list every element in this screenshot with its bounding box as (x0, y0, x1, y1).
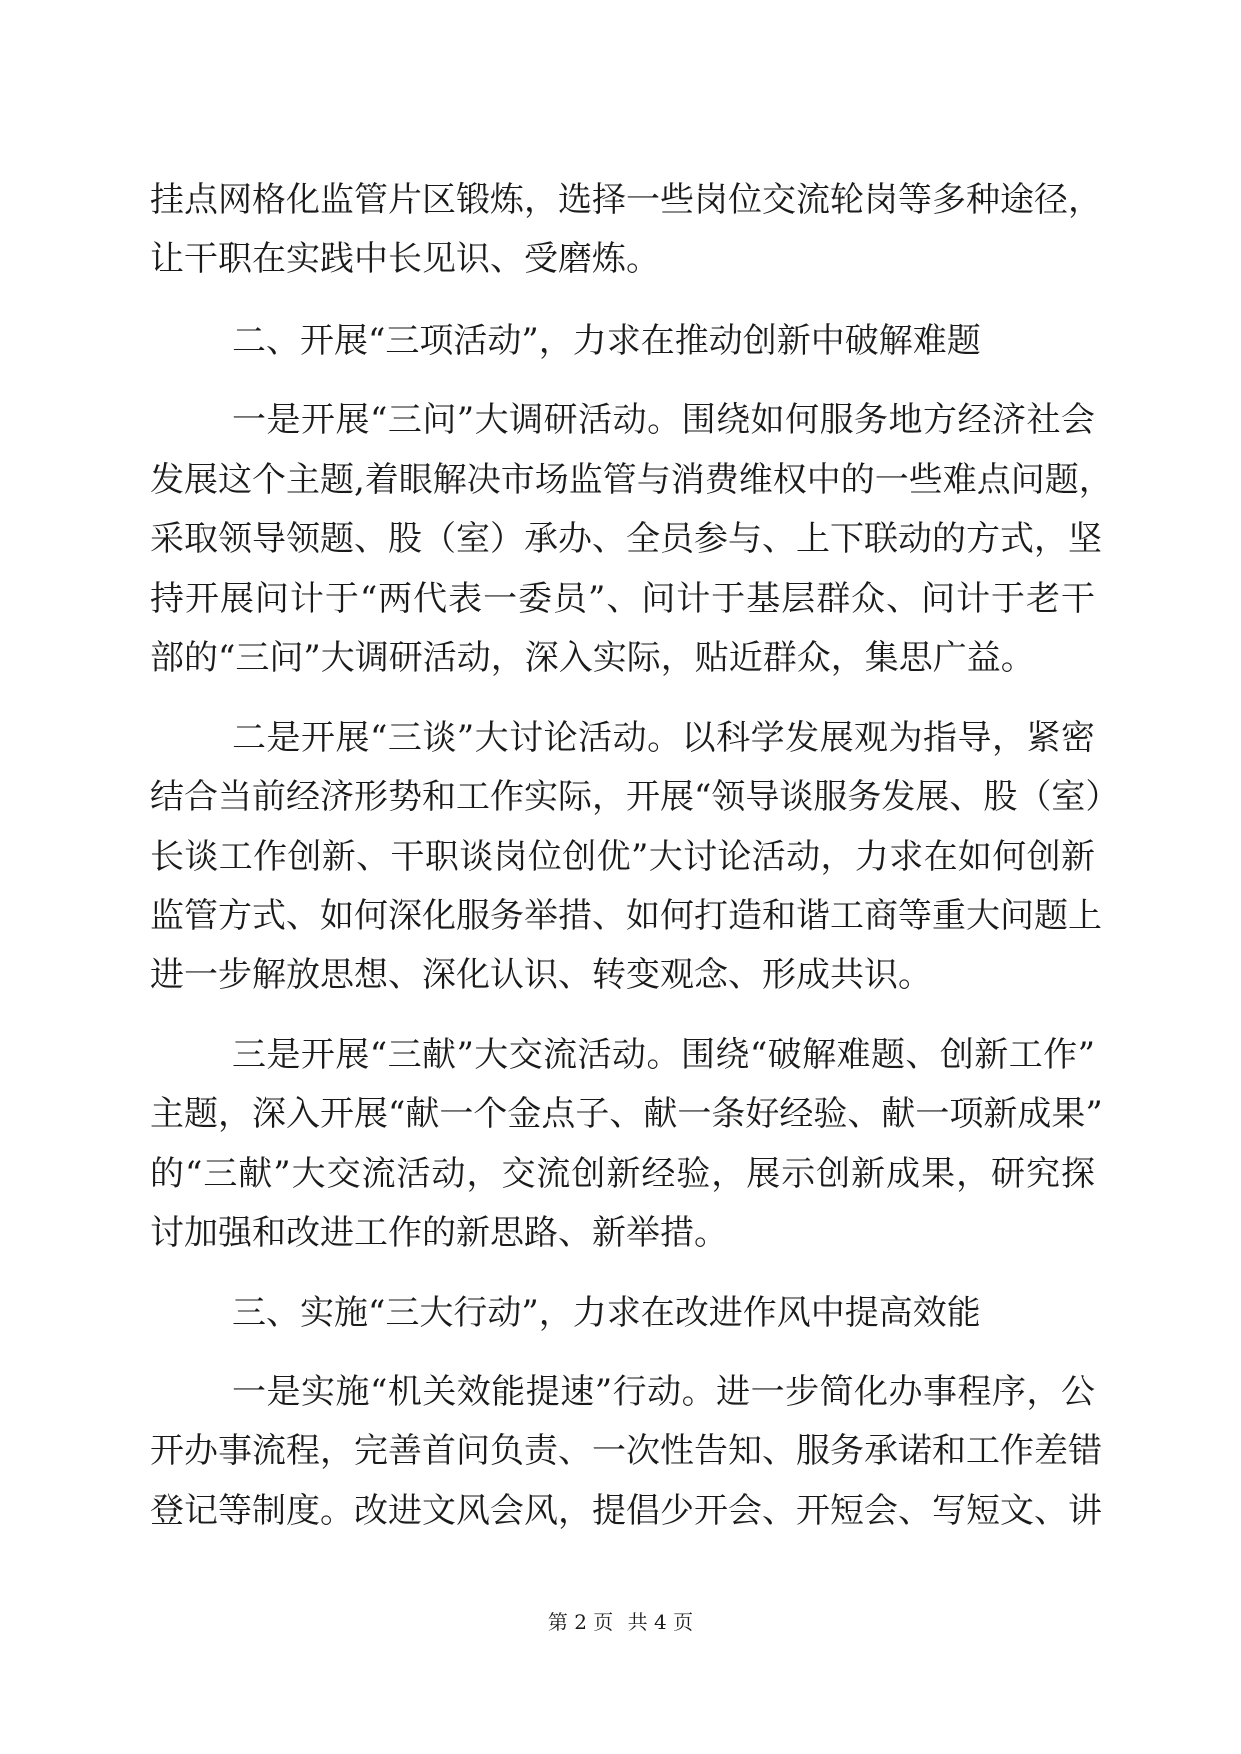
body-line: 发展这个主题,着眼解决市场监管与消费维权中的一些难点问题， (150, 460, 1113, 500)
body-line: 部的“三问”大调研活动，深入实际，贴近群众，集思广益。 (150, 638, 1035, 678)
body-line: 进一步解放思想、深化认识、转变观念、形成共识。 (150, 955, 932, 995)
body-line: 登记等制度。改进文风会风，提倡少开会、开短会、写短文、讲 (150, 1491, 1102, 1531)
body-line: 的“三献”大交流活动，交流创新经验，展示创新成果，研究探 (150, 1154, 1095, 1194)
body-line: 开办事流程，完善首问负责、一次性告知、服务承诺和工作差错 (150, 1431, 1102, 1471)
section-heading: 三、实施“三大行动”，力求在改进作风中提高效能 (232, 1293, 981, 1333)
page-total: 共 4 页 (627, 1610, 694, 1634)
body-line: 一是实施“机关效能提速”行动。进一步简化办事程序，公 (232, 1372, 1095, 1412)
body-line: 长谈工作创新、干职谈岗位创优”大讨论活动，力求在如何创新 (150, 837, 1095, 877)
body-line: 结合当前经济形势和工作实际，开展“领导谈服务发展、股（室） (150, 777, 1120, 817)
body-line: 讨加强和改进工作的新思路、新举措。 (150, 1213, 728, 1253)
page-number: 第 2 页 (547, 1610, 614, 1634)
body-line: 主题，深入开展“献一个金点子、献一条好经验、献一项新成果” (150, 1094, 1103, 1134)
body-line: 二是开展“三谈”大讨论活动。以科学发展观为指导，紧密 (232, 718, 1095, 758)
body-line: 让干职在实践中长见识、受磨炼。 (150, 239, 660, 279)
body-line: 挂点网格化监管片区锻炼，选择一些岗位交流轮岗等多种途径， (150, 180, 1102, 220)
page-footer (0, 1606, 1241, 1635)
section-heading: 二、开展“三项活动”，力求在推动创新中破解难题 (232, 321, 981, 361)
body-line: 一是开展“三问”大调研活动。围绕如何服务地方经济社会 (232, 400, 1095, 440)
body-line: 三是开展“三献”大交流活动。围绕“破解难题、创新工作” (232, 1035, 1095, 1075)
body-line: 持开展问计于“两代表一委员”、问计于基层群众、问计于老干 (150, 579, 1095, 619)
body-line: 监管方式、如何深化服务举措、如何打造和谐工商等重大问题上 (150, 896, 1102, 936)
body-line: 采取领导领题、股（室）承办、全员参与、上下联动的方式，坚 (150, 519, 1102, 559)
